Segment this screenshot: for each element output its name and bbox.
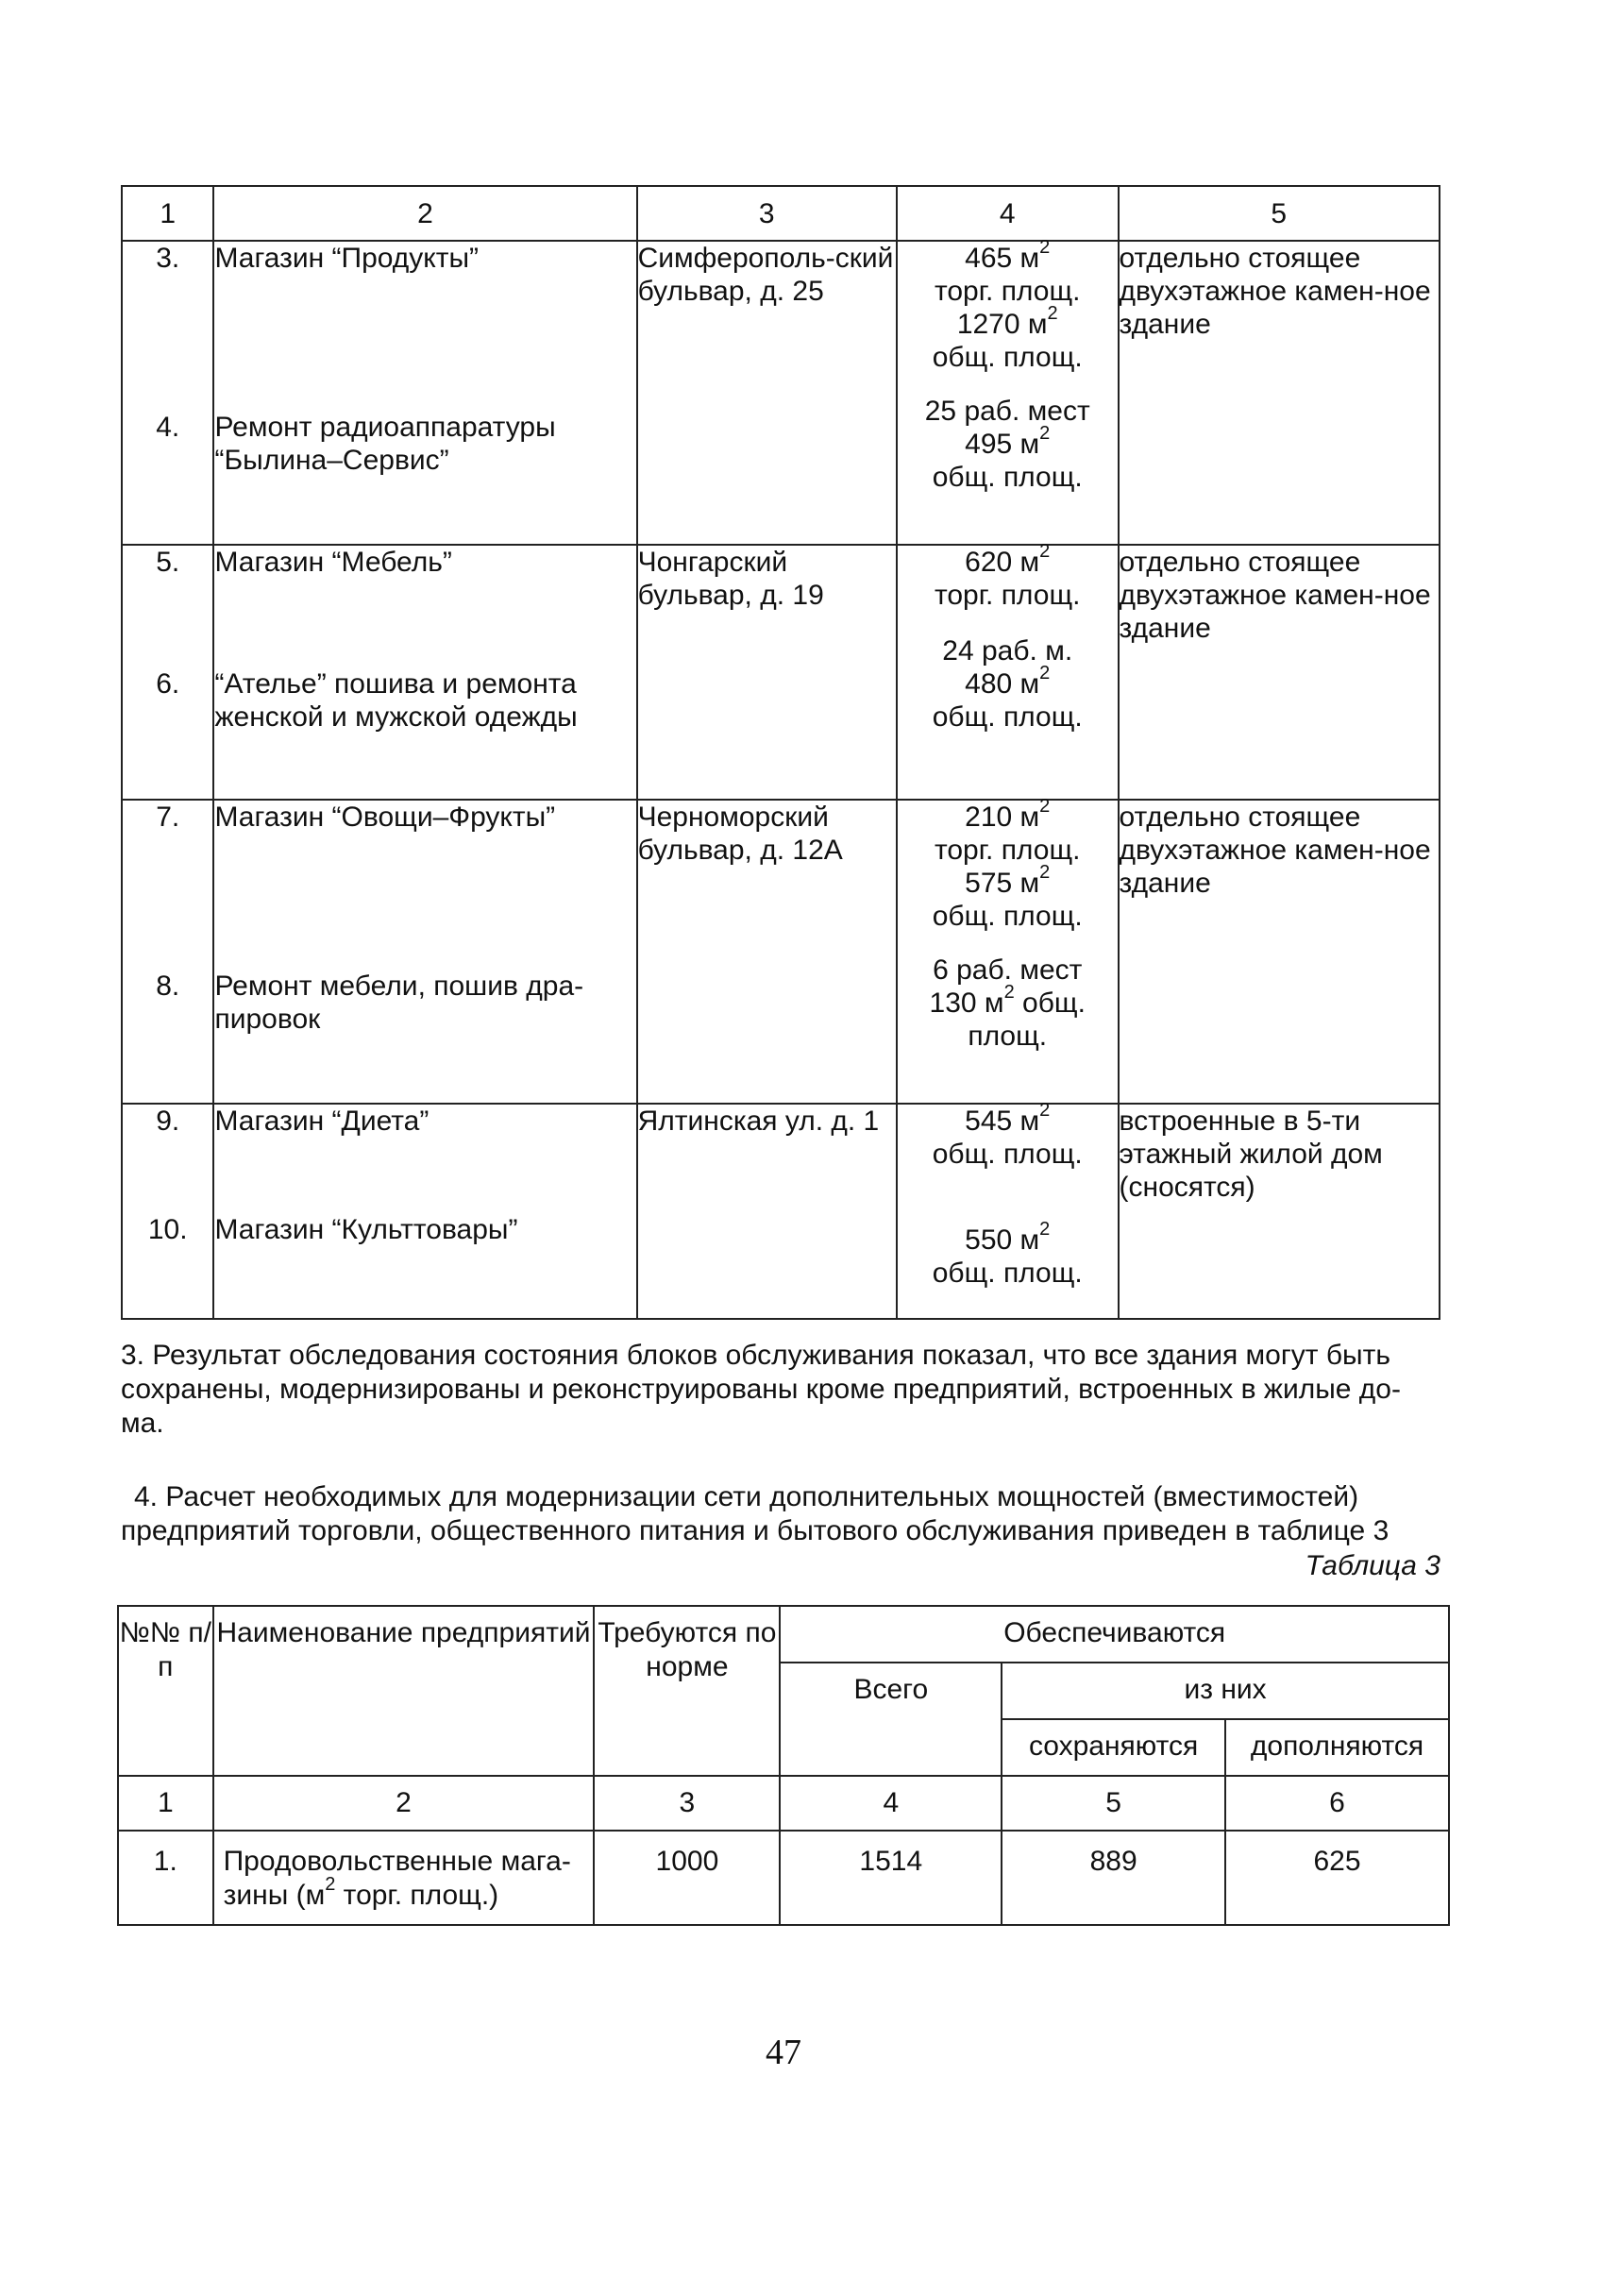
enterprise-name-cell	[213, 241, 636, 545]
row-number-cell	[122, 545, 213, 800]
address-cell: Черноморский бульвар, д. 12А	[637, 800, 897, 1104]
area-line: 210 $м^2$	[965, 796, 1051, 833]
index-cell: 6	[1225, 1776, 1449, 1831]
area-line: общ. площ.	[932, 1139, 1083, 1170]
header-of-them: из них	[1002, 1663, 1449, 1719]
row-number-cell	[122, 1104, 213, 1319]
kept-value: 889	[1002, 1831, 1225, 1925]
area-line: 25 раб. мест	[924, 396, 1090, 427]
table-row	[122, 545, 1440, 800]
area-line: 24 раб. м.	[942, 635, 1073, 667]
row-number: 4.	[156, 412, 180, 443]
area-line: общ. площ.	[932, 342, 1083, 373]
table-row	[122, 241, 1440, 545]
capacity-table	[117, 1605, 1450, 1926]
area-line: 465 $м^2$	[965, 237, 1051, 274]
table-row	[122, 1104, 1440, 1319]
index-cell: 5	[1002, 1776, 1225, 1831]
header-name: Наименование предприятий	[213, 1606, 595, 1776]
enterprise-name: Магазин “Мебель”	[214, 547, 452, 578]
area-line: общ. площ.	[932, 701, 1083, 733]
area-line: 1270 $м^2$	[956, 303, 1058, 340]
area-line: 480 $м^2$	[965, 663, 1051, 700]
total-value: 1514	[780, 1831, 1002, 1925]
area-cell	[897, 541, 1119, 800]
enterprise-name: Магазин “Культтовары”	[214, 1214, 518, 1245]
table-row	[118, 1831, 1449, 1925]
address-cell: Симферополь-ский бульвар, д. 25	[637, 241, 897, 545]
row-number: 9.	[156, 1106, 180, 1137]
area-line: торг. площ.	[934, 276, 1081, 307]
table-header-row	[122, 186, 1440, 241]
enterprise-name: Ремонт радиоаппаратуры “Былина–Сервис”	[214, 412, 556, 476]
area-line: 575 $м^2$	[965, 862, 1051, 899]
header-cell: 2	[213, 186, 636, 241]
index-cell: 3	[594, 1776, 780, 1831]
row-number: 1.	[118, 1831, 213, 1925]
area-line: 130 $м^2$ общ.	[929, 982, 1086, 1019]
area-line: 550 $м^2$	[965, 1219, 1051, 1256]
header-total: Всего	[780, 1663, 1002, 1776]
table-index-row	[118, 1776, 1449, 1831]
enterprise-name: Ремонт мебели, пошив дра-пировок	[214, 971, 584, 1035]
enterprise-name: Магазин “Овощи–Фрукты”	[214, 802, 556, 833]
building-cell: отдельно стоящее двухэтажное камен-ное здание	[1119, 545, 1440, 800]
area-line: общ. площ.	[932, 462, 1083, 493]
area-cell	[897, 1100, 1119, 1319]
table-header-row	[118, 1606, 1449, 1663]
enterprises-table	[121, 185, 1440, 1320]
row-number: 7.	[156, 802, 180, 833]
area-cell	[897, 237, 1119, 545]
row-number: 10.	[147, 1214, 188, 1245]
address-cell: Ялтинская ул. д. 1	[637, 1104, 897, 1319]
header-number: №№ п/п	[118, 1606, 213, 1776]
row-number: 8.	[156, 971, 180, 1002]
address-cell: Чонгарский бульвар, д. 19	[637, 545, 897, 800]
area-line: торг. площ.	[934, 580, 1081, 611]
area-line: 495 $м^2$	[965, 423, 1051, 460]
area-line: 620 $м^2$	[965, 541, 1051, 578]
index-cell: 2	[213, 1776, 595, 1831]
row-number: 6.	[156, 668, 180, 700]
area-line: общ. площ.	[932, 901, 1083, 932]
area-line: торг. площ.	[934, 835, 1081, 866]
enterprise-name-cell	[213, 545, 636, 800]
added-value: 625	[1225, 1831, 1449, 1925]
enterprise-name: “Ателье” пошива и ремонта женской и мужской одежды	[214, 668, 578, 733]
header-provided: Обеспечиваются	[780, 1606, 1449, 1663]
header-kept: сохраняются	[1002, 1719, 1225, 1776]
paragraph-4: 4. Расчет необходимых для модернизации сети дополнительных мощностей (вместимостей) предприятий торговли, общественного питания и бытового обслуживания приведен в таблице 3	[121, 1481, 1390, 1546]
enterprise-name-cell	[213, 800, 636, 1104]
area-line: общ. площ.	[932, 1258, 1083, 1289]
enterprise-name: Магазин “Диета”	[214, 1106, 430, 1137]
index-cell: 1	[118, 1776, 213, 1831]
row-number: 3.	[156, 243, 180, 274]
enterprise-name: Магазин “Продукты”	[214, 243, 480, 274]
area-line: 6 раб. мест	[933, 954, 1083, 986]
header-norm: Требуются по норме	[594, 1606, 780, 1776]
header-cell: 3	[637, 186, 897, 241]
enterprise-name-cell	[213, 1104, 636, 1319]
page-number: 47	[766, 2033, 801, 2072]
area-cell	[897, 796, 1119, 1104]
table-row	[122, 800, 1440, 1104]
header-cell: 1	[122, 186, 213, 241]
enterprise-name: Продовольственные мага-зины ($м^2$ торг. площ.)	[213, 1831, 595, 1925]
header-cell: 5	[1119, 186, 1440, 241]
header-added: дополняются	[1225, 1719, 1449, 1776]
building-cell: отдельно стоящее двухэтажное камен-ное здание	[1119, 800, 1440, 1104]
row-number-cell	[122, 800, 213, 1104]
building-cell: отдельно стоящее двухэтажное камен-ное здание	[1119, 241, 1440, 545]
header-cell: 4	[897, 186, 1119, 241]
paragraph-3: 3. Результат обследования состояния блоков обслуживания показал, что все здания могут быть сохранены, модернизированы и реконструированы кроме предприятий, встроенных в жилые до-ма.	[121, 1340, 1401, 1439]
building-cell: встроенные в 5-ти этажный жилой дом (сносятся)	[1119, 1104, 1440, 1319]
row-number: 5.	[156, 547, 180, 578]
table-caption: Таблица 3	[1305, 1550, 1440, 1581]
row-number-cell	[122, 241, 213, 545]
norm-value: 1000	[594, 1831, 780, 1925]
index-cell: 4	[780, 1776, 1002, 1831]
area-line: площ.	[968, 1021, 1048, 1052]
area-line: 545 $м^2$	[965, 1100, 1051, 1137]
